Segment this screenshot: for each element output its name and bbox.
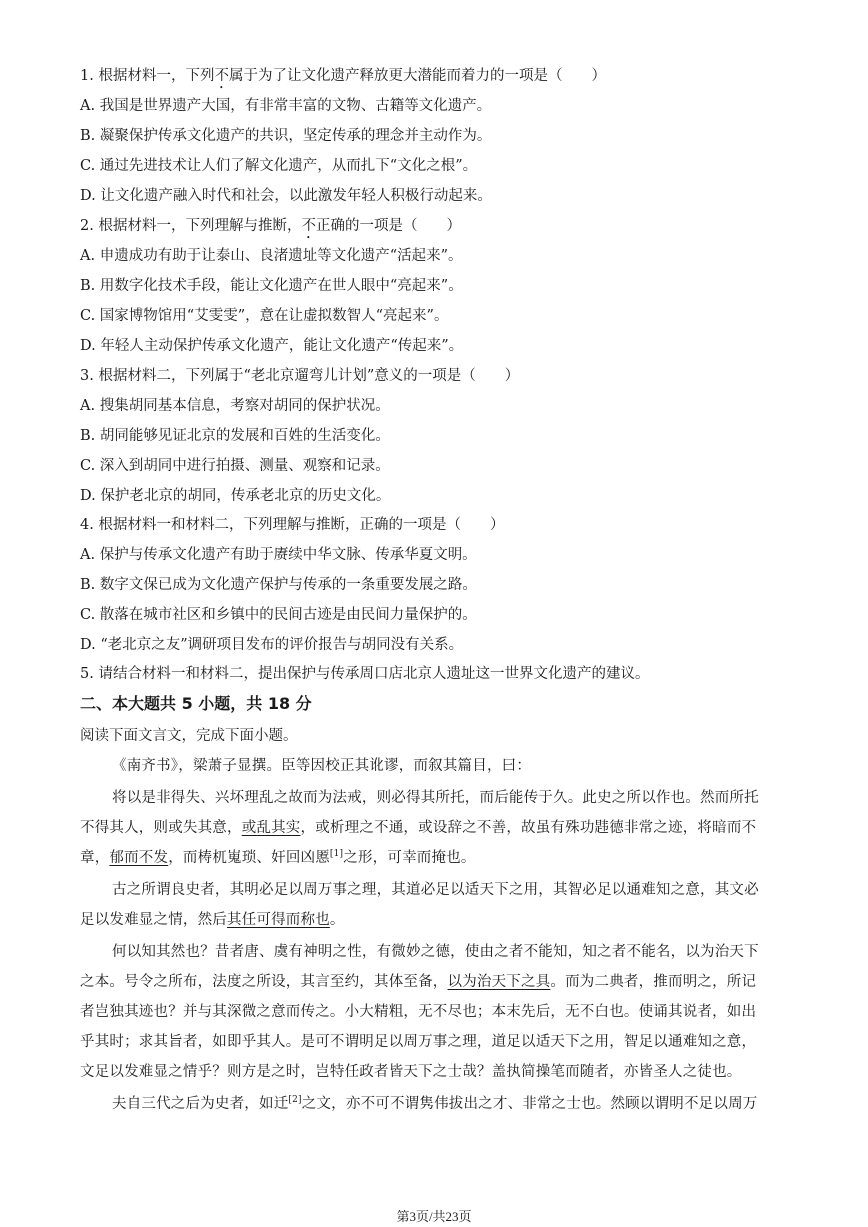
footnote-marker: [1] [329,849,344,860]
question-3-option-c: C. 深入到胡同中进行拍摄、测量、观察和记录。 [80,458,390,474]
question-3-option-a: A. 搜集胡同基本信息，考察对胡同的保护状况。 [80,398,390,414]
question-3-stem: 3. 根据材料二，下列属于“老北京遛弯儿计划”意义的一项是（ ） [80,368,520,384]
passage-line: 夫自三代之后为史者，如迁[2]之文，亦不可不谓隽伟拔出之才、非常之士也。然顾以谓明不足以周万 [112,1095,758,1112]
underlined-phrase: 其任可得而称也 [227,912,330,928]
question-5-stem: 5. 请结合材料一和材料二，提出保护与传承周口店北京人遗址这一世界文化遗产的建议。 [80,666,650,682]
passage-line: 足以发难显之情，然后其任可得而称也。 [80,912,345,928]
passage-line: 《南齐书》，梁萧子显撰。臣等因校正其讹谬，而叙其篇目，曰： [112,758,532,774]
passage-line: 文足以发难显之情乎？则方是之时，岂特任政者皆天下之士哉？盖执简操笔而随者，亦皆圣人之徒也。 [80,1064,742,1080]
question-4-option-d: D. “老北京之友”调研项目发布的评价报告与胡同没有关系。 [80,637,464,653]
underlined-phrase: 以为治天下之具 [447,974,551,990]
question-2-option-b: B. 用数字化技术手段，能让文化遗产在世人眼中“亮起来”。 [80,278,463,294]
question-2-option-d: D. 年轻人主动保护传承文化遗产，能让文化遗产“传起来”。 [80,338,464,354]
question-4-option-a: A. 保护与传承文化遗产有助于赓续中华文脉、传承华夏文明。 [80,547,477,563]
passage-line: 何以知其然也？昔者唐、虞有神明之性，有微妙之德，使由之者不能知，知之者不能名，以为治天下 [112,944,759,960]
section-title: 二、本大题共 5 小题，共 18 分 [80,694,312,713]
question-3-option-b: B. 胡同能够见证北京的发展和百姓的生活变化。 [80,428,390,444]
question-1-option-d: D. 让文化遗产融入时代和社会，以此激发年轻人积极行动起来。 [80,188,492,204]
question-4-option-b: B. 数字文保已成为文化遗产保护与传承的一条重要发展之路。 [80,577,477,593]
question-1-option-a: A. 我国是世界遗产大国，有非常丰富的文物、古籍等文化遗产。 [80,98,492,114]
question-3-option-d: D. 保护老北京的胡同，传承老北京的历史文化。 [80,488,391,504]
question-1-option-b: B. 凝聚保护传承文化遗产的共识，坚定传承的理念并主动作为。 [80,128,492,144]
underlined-phrase: 郁而不发 [109,850,169,866]
passage-line: 不得其人，则或失其意，或乱其实，或析理之不通，或设辞之不善，故虽有殊功韪德非常之迹，将暗而不 [80,820,757,836]
question-2-option-c: C. 国家博物馆用“艾雯雯”，意在让虚拟数智人“亮起来”。 [80,308,449,324]
passage-line: 者岂独其迹也？并与其深微之意而传之。小大精粗，无不尽也；本末先后，无不白也。使诵其说者，如出 [80,1004,757,1020]
question-1-stem: 1. 根据材料一，下列不属于为了让文化遗产释放更大潜能而着力的一项是（ ） [80,68,606,84]
passage-line: 古之所谓良史者，其明必足以周万事之理，其道必足以适天下之用，其智必足以通难知之意，其文必 [112,882,759,898]
question-1-option-c: C. 通过先进技术让人们了解文化遗产，从而扎下“文化之根”。 [80,158,478,174]
passage-line: 之本。号令之所布，法度之所设，其言至约，其体至备，以为治天下之具。而为二典者，推而明之，所记 [80,974,757,990]
passage-line: 乎其时；求其旨者，如即乎其人。是可不谓明足以周万事之理，道足以适天下之用，智足以通难知之意， [80,1034,757,1050]
underlined-phrase: 或乱其实 [241,820,301,836]
footnote-marker: [2] [288,1095,302,1106]
question-2-stem: 2. 根据材料一，下列理解与推断，不正确的一项是（ ） [80,218,461,234]
section-instruction: 阅读下面文言文，完成下面小题。 [80,728,298,744]
passage-line: 将以是非得失、兴坏理乱之故而为法戒，则必得其所托，而后能传于久。此史之所以作也。然而所托 [112,790,759,806]
question-4-stem: 4. 根据材料一和材料二，下列理解与推断，正确的一项是（ ） [80,517,505,533]
question-2-option-a: A. 申遗成功有助于让泰山、良渚遗址等文化遗产“活起来”。 [80,248,463,264]
question-4-option-c: C. 散落在城市社区和乡镇中的民间古迹是由民间力量保护的。 [80,607,477,623]
passage-line: 章，郁而不发，而梼杌嵬琐、奸回凶慝[1]之形，可幸而掩也。 [80,849,476,866]
page-number: 第3页/共23页 [396,1209,472,1224]
